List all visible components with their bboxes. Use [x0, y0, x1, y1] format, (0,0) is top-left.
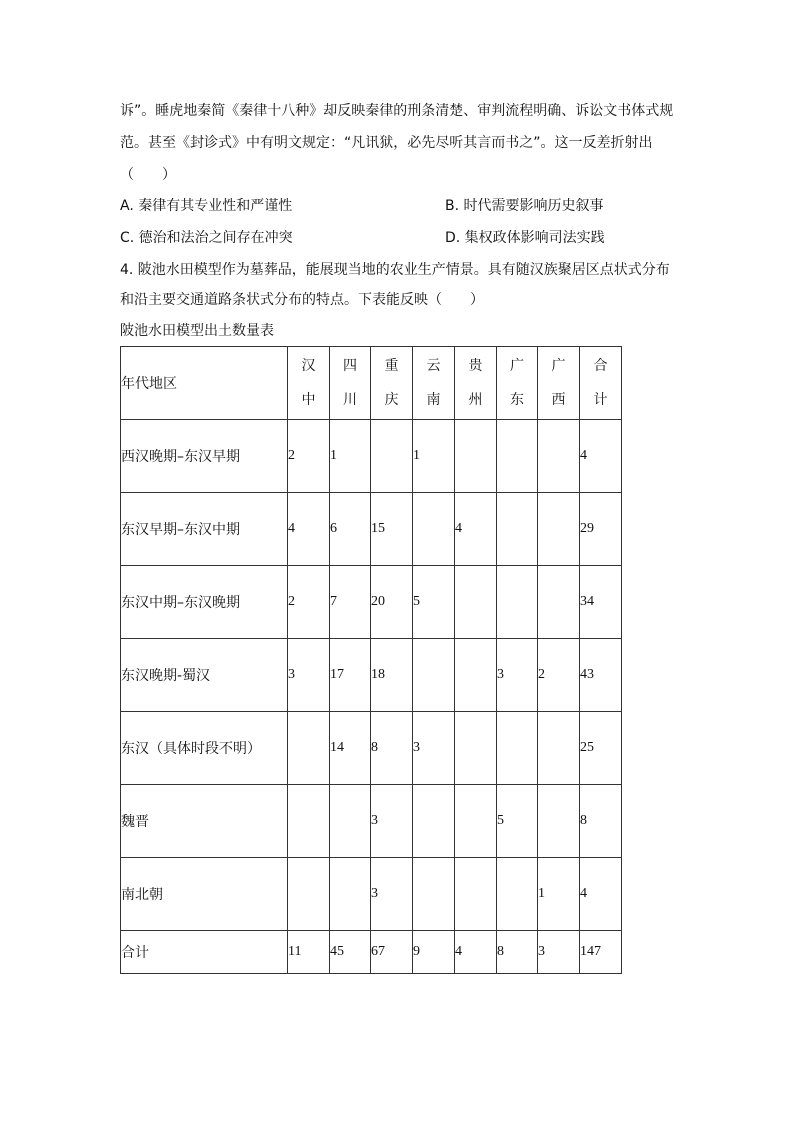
region-header-char: 重 — [384, 358, 399, 374]
table-cell — [371, 420, 413, 493]
region-header — [497, 347, 538, 420]
table-cell — [455, 785, 497, 858]
table-cell — [538, 785, 580, 858]
table-cell: 15 — [371, 493, 413, 566]
table-cell: 3 — [371, 785, 413, 858]
q3-option-c: C. 德治和法治之间存在冲突 — [120, 230, 293, 246]
table-cell: 2 — [288, 566, 330, 639]
table-row — [121, 639, 622, 712]
table-cell — [330, 858, 371, 931]
region-header-char: 合 — [593, 358, 608, 374]
row-label: 东汉中期–东汉晚期 — [121, 566, 288, 639]
row-label: 南北朝 — [121, 858, 288, 931]
table-cell: 4 — [580, 858, 622, 931]
table-cell: 3 — [538, 931, 580, 974]
table-row — [121, 858, 622, 931]
table-cell — [455, 639, 497, 712]
region-header — [413, 347, 455, 420]
table-cell — [455, 712, 497, 785]
table-cell — [538, 712, 580, 785]
q3-answer-blank: （ ） — [120, 167, 176, 183]
table-cell: 25 — [580, 712, 622, 785]
table-cell — [497, 493, 538, 566]
region-header-char: 汉 — [301, 358, 316, 374]
table-cell: 4 — [455, 493, 497, 566]
region-header-char: 计 — [593, 392, 608, 408]
model-count-table — [120, 346, 622, 974]
row-label: 东汉早期–东汉中期 — [121, 493, 288, 566]
table-cell — [288, 712, 330, 785]
table-cell: 6 — [330, 493, 371, 566]
table-cell: 67 — [371, 931, 413, 974]
region-header — [371, 347, 413, 420]
table-cell: 4 — [580, 420, 622, 493]
table-cell: 2 — [288, 420, 330, 493]
table-cell: 1 — [413, 420, 455, 493]
table-cell: 9 — [413, 931, 455, 974]
region-header — [330, 347, 371, 420]
table-cell: 34 — [580, 566, 622, 639]
table-cell — [538, 566, 580, 639]
table-cell: 20 — [371, 566, 413, 639]
table-cell — [455, 858, 497, 931]
table-cell: 29 — [580, 493, 622, 566]
region-header — [288, 347, 330, 420]
table-cell — [538, 493, 580, 566]
table-cell: 43 — [580, 639, 622, 712]
table-row — [121, 566, 622, 639]
table-cell: 147 — [580, 931, 622, 974]
region-header-char: 中 — [301, 392, 316, 408]
table-cell: 11 — [288, 931, 330, 974]
region-header — [538, 347, 580, 420]
table-cell: 5 — [413, 566, 455, 639]
row-label: 合计 — [121, 931, 288, 974]
table-cell: 7 — [330, 566, 371, 639]
table-cell: 3 — [413, 712, 455, 785]
region-header-char: 西 — [551, 392, 566, 408]
table-row — [121, 931, 622, 974]
region-header-char: 贵 — [468, 358, 483, 374]
region-header-char: 州 — [468, 392, 483, 408]
table-cell — [288, 785, 330, 858]
q3-option-d: D. 集权政体影响司法实践 — [445, 230, 605, 246]
region-header — [580, 347, 622, 420]
q3-option-a: A. 秦律有其专业性和严谨性 — [120, 198, 293, 214]
table-cell — [413, 493, 455, 566]
table-cell — [330, 785, 371, 858]
table-cell — [497, 858, 538, 931]
table-cell — [455, 566, 497, 639]
table-cell — [288, 858, 330, 931]
table-cell: 18 — [371, 639, 413, 712]
region-header-char: 南 — [426, 392, 441, 408]
q3-stem-line-2: 范。甚至《封诊式》中有明文规定：“凡讯狱，必先尽听其言而书之”。这一反差折射出 — [120, 135, 653, 151]
region-header-char: 东 — [510, 392, 524, 408]
table-cell: 45 — [330, 931, 371, 974]
q4-stem-line-1: 4. 陂池水田模型作为墓葬品，能展现当地的农业生产情景。具有随汉族聚居区点状式分布 — [120, 262, 670, 278]
table-cell — [538, 420, 580, 493]
table-cell — [413, 785, 455, 858]
table-cell: 8 — [580, 785, 622, 858]
table-cell — [413, 858, 455, 931]
table-cell — [497, 566, 538, 639]
region-header-char: 庆 — [384, 392, 399, 408]
table-cell: 8 — [497, 931, 538, 974]
row-label: 西汉晚期–东汉早期 — [121, 420, 288, 493]
table-cell: 5 — [497, 785, 538, 858]
region-header — [455, 347, 497, 420]
table-cell: 4 — [455, 931, 497, 974]
row-label: 东汉（具体时段不明） — [121, 712, 288, 785]
table-cell — [413, 639, 455, 712]
table-cell: 4 — [288, 493, 330, 566]
region-header-char: 广 — [510, 358, 524, 374]
q3-stem-line-1: 诉”。睡虎地秦简《秦律十八种》却反映秦律的刑条清楚、审判流程明确、诉讼文书体式规 — [120, 103, 674, 119]
row-label: 东汉晚期-蜀汉 — [121, 639, 288, 712]
table-row — [121, 493, 622, 566]
table-cell: 8 — [371, 712, 413, 785]
table-row — [121, 420, 622, 493]
table-cell: 17 — [330, 639, 371, 712]
region-header-char: 四 — [343, 358, 357, 374]
table-cell: 3 — [288, 639, 330, 712]
table-cell: 1 — [538, 858, 580, 931]
table-title: 陂池水田模型出土数量表 — [120, 323, 274, 339]
table-cell: 14 — [330, 712, 371, 785]
table-header-row — [121, 347, 622, 420]
row-label: 魏晋 — [121, 785, 288, 858]
table-cell: 1 — [330, 420, 371, 493]
table-row — [121, 785, 622, 858]
q3-option-b: B. 时代需要影响历史叙事 — [445, 198, 604, 214]
region-header-char: 川 — [343, 392, 357, 408]
table-cell — [497, 420, 538, 493]
table-cell — [455, 420, 497, 493]
region-header-char: 云 — [426, 358, 441, 374]
table-cell — [497, 712, 538, 785]
region-header-char: 广 — [551, 358, 566, 374]
table-row — [121, 712, 622, 785]
table-cell: 2 — [538, 639, 580, 712]
table-cell: 3 — [371, 858, 413, 931]
header-corner-cell: 年代地区 — [121, 347, 288, 420]
q4-stem-line-2: 和沿主要交通道路条状式分布的特点。下表能反映（ ） — [120, 292, 484, 308]
table-cell: 3 — [497, 639, 538, 712]
